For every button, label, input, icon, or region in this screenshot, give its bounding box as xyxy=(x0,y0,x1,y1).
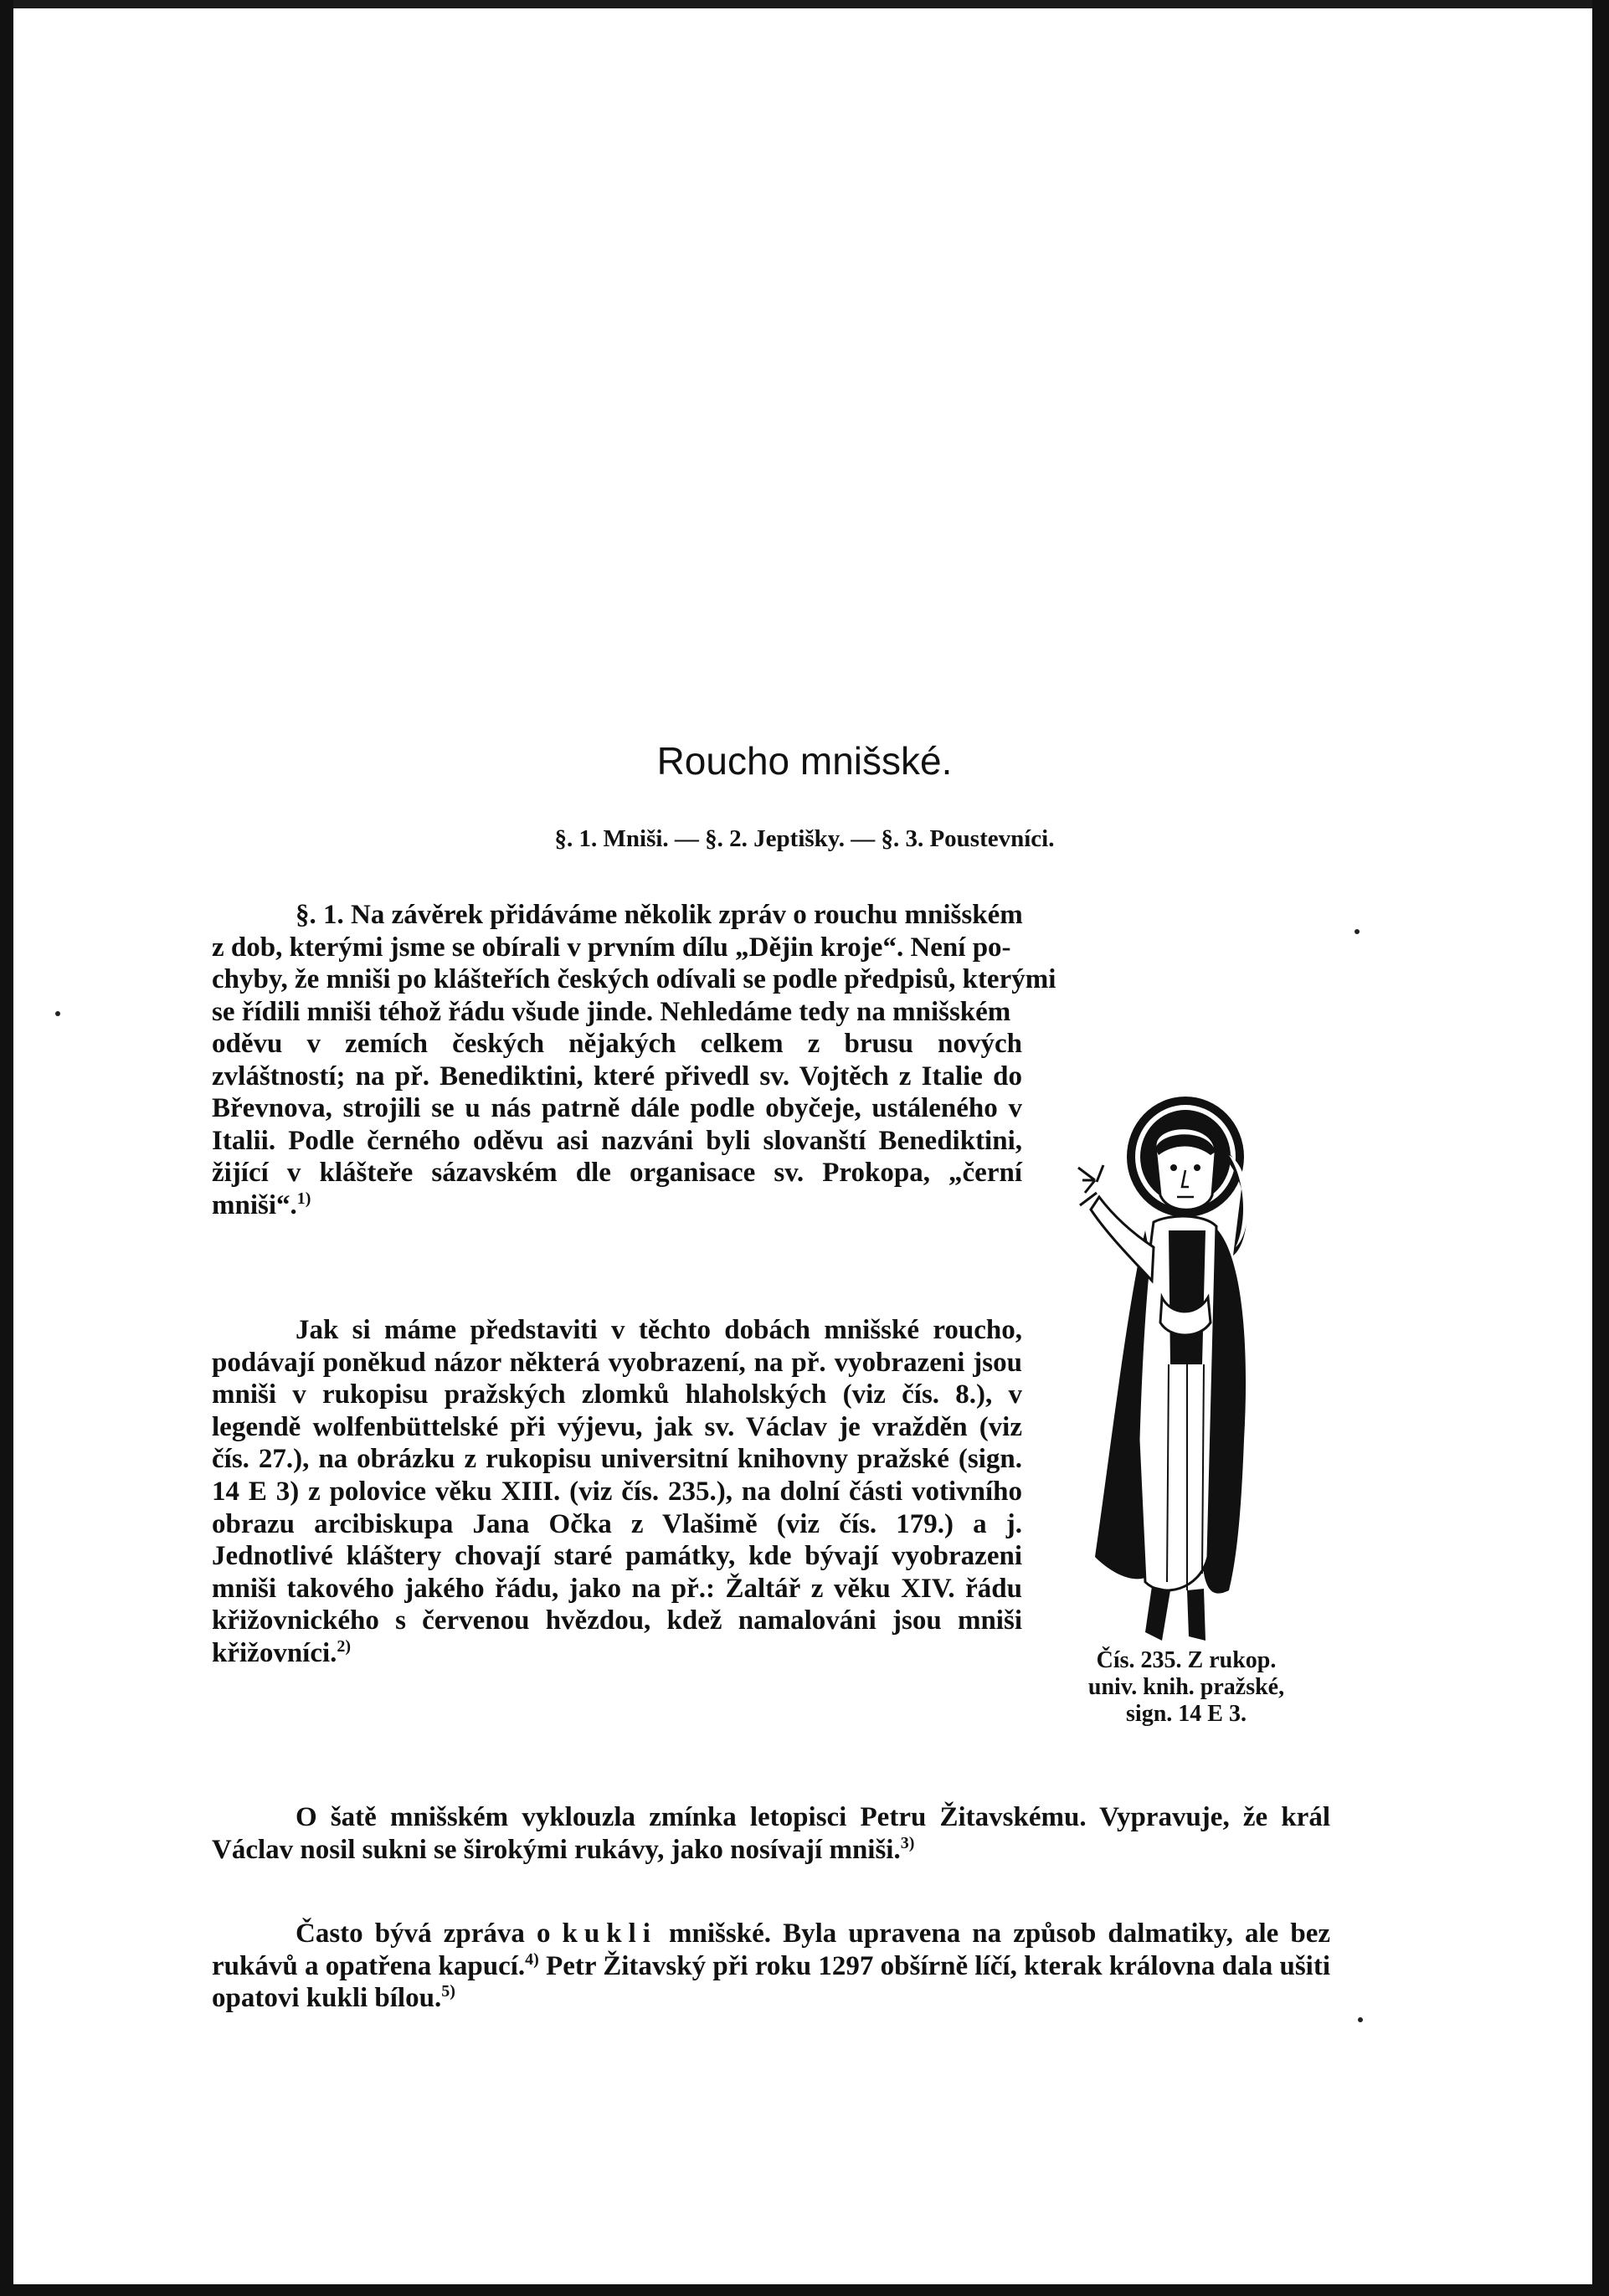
paragraph-1-line-3: chyby, že mniši po klášteřích českých odívali se podle předpisů, kterými xyxy=(212,964,1056,995)
paragraph-1-narrow-text: oděvu v zemích českých nějakých celkem z brusu nových zvláštností; na př. Benediktini, které přivedl sv. Vojtěch z Italie do Břevnova, strojili se u nás patrně dále podle obyčeje, ustáleného v Italii. Podle černého oděvu asi nazváni byli slovanští Benediktini, žijící v klášteře sázavském dle organisace sv. Prokopa, „černí mniši“. xyxy=(212,1029,1022,1220)
scan-border-right xyxy=(1592,0,1609,2296)
paragraph-3-text: O šatě mnišském vyklouzla zmínka letopisci Petru Žitavskému. Vypravuje, že král Václav nosil sukni se širokými rukávy, jako nosívají mniši. xyxy=(212,1802,1330,1865)
figure-caption-line-2: univ. knih. pražské, xyxy=(1087,1674,1285,1700)
scan-border-bottom xyxy=(0,2284,1609,2296)
paragraph-4-emphasis: kukli xyxy=(562,1918,657,1949)
foot-right xyxy=(1187,1589,1205,1641)
figure-caption-line-1: Čís. 235. Z rukop. xyxy=(1096,1647,1277,1673)
scan-speck xyxy=(1355,929,1360,934)
paragraph-2 xyxy=(212,1314,1022,1670)
foot-left xyxy=(1145,1586,1170,1641)
page-title: Roucho mnišské. xyxy=(656,739,953,783)
figure-caption-line-3: sign. 14 E 3. xyxy=(1126,1701,1247,1727)
figure-caption xyxy=(1048,1647,1324,1728)
footnote-ref-1: 1) xyxy=(296,1189,311,1208)
scan-border-left xyxy=(0,0,13,2296)
eye-right xyxy=(1194,1164,1200,1171)
footnote-ref-2: 2) xyxy=(337,1636,352,1656)
scan-speck xyxy=(1358,2017,1363,2022)
footnote-ref-3: 3) xyxy=(900,1833,915,1852)
monk-illustration xyxy=(1062,1088,1279,1657)
scapular xyxy=(1169,1230,1205,1364)
paragraph-2-text: Jak si máme představiti v těchto dobách mnišské roucho, podávají poněkud názor některá vyobrazení, na př. vyobrazeni jsou mniši v rukopisu pražských zlomků hlaholských (viz čís. 8.), v legendě wolfenbüttelské při výjevu, jak sv. Václav je vražděn (viz čís. 27.), na obrázku z rukopisu universitní knihovny pražské (sign. 14 E 3) z polovice věku XIII. (viz čís. 235.), na dolní části votivního obrazu arcibiskupa Jana Očka z Vlašimě (viz čís. 179.) a j. Jednotlivé kláštery chovají staré památky, kde bývají vyobrazeni mniši takového jakého řádu, jako na př.: Žaltář z věku XIV. řádu křižovnického s červenou hvězdou, kdež namalováni jsou mniši křižovníci. xyxy=(212,1315,1022,1668)
eye-left xyxy=(1170,1164,1177,1171)
paragraph-4-middle: mnišské. Byla upravena na způsob dalmatiky, ale bez rukávů a opatřena kapucí. xyxy=(212,1918,1330,1981)
paragraph-1-narrow xyxy=(212,1028,1022,1222)
scan-border-top xyxy=(0,0,1609,8)
paragraph-1-line-1: §. 1. Na závěrek přidáváme několik zpráv o rouchu mnišském xyxy=(296,900,1023,930)
paragraph-4 xyxy=(212,1918,1330,2015)
paragraph-4-end: Petr Žitavský při roku 1297 obšírně líčí, kterak královna dala ušiti opatovi kukli bílou. xyxy=(212,1950,1330,2014)
paragraph-3 xyxy=(212,1801,1330,1866)
paragraph-1-full-width xyxy=(212,899,1330,1028)
paragraph-4-start: Často bývá zpráva o xyxy=(296,1918,551,1949)
paragraph-1-line-2: z dob, kterými jsme se obírali v prvním dílu „Dějin kroje“. Není po- xyxy=(212,932,1011,963)
footnote-ref-4: 4) xyxy=(525,1949,539,1969)
footnote-ref-5: 5) xyxy=(441,1982,455,2001)
section-subtitle: §. 1. Mniši. — §. 2. Jeptišky. — §. 3. Poustevníci. xyxy=(554,825,1055,852)
scan-speck xyxy=(55,1011,60,1016)
paragraph-1-line-4: se řídili mniši téhož řádu všude jinde. Nehledáme tedy na mnišském xyxy=(212,996,1011,1027)
